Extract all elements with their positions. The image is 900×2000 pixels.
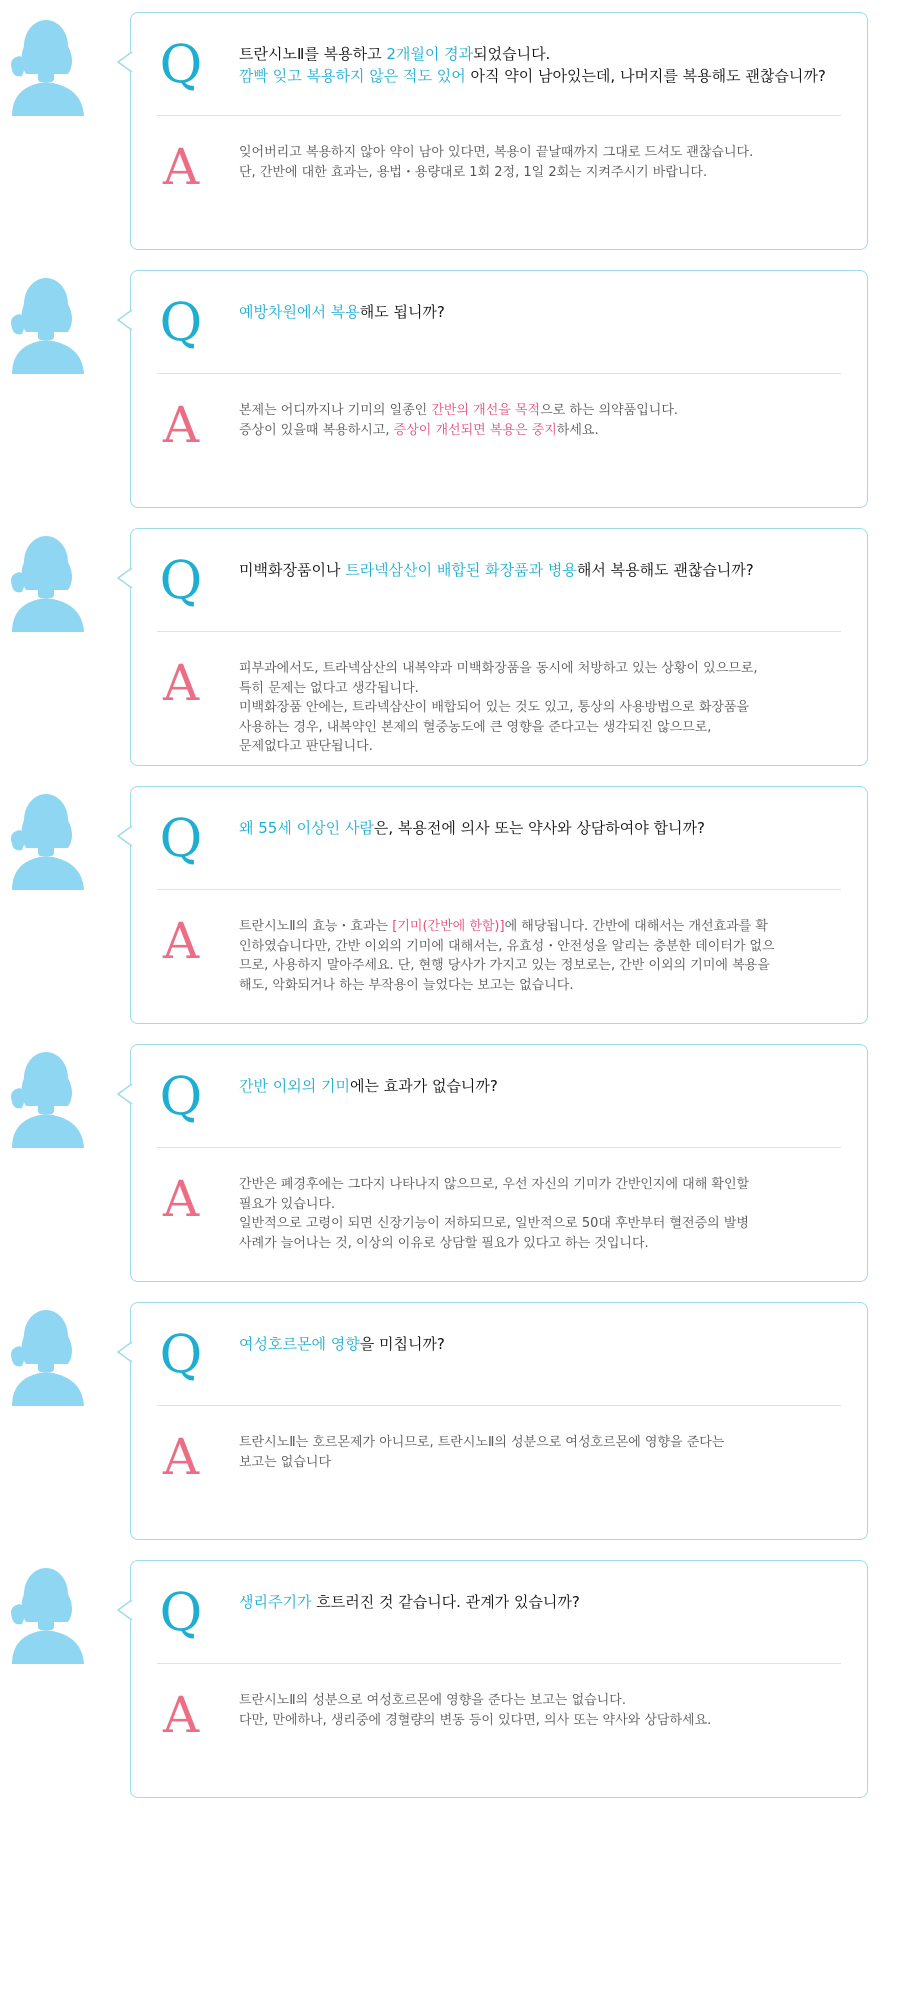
faq-item [0, 1302, 900, 1542]
highlighted-text: 간반의 개선을 목적 [431, 403, 541, 418]
text-segment: 은, 복용전에 의사 또는 약사와 상담하여야 합니까? [373, 819, 705, 837]
text-segment: 에 해당됩니다. 간반에 대해서는 개선효과를 확 [504, 919, 768, 934]
text-segment: 아직 약이 남아있는데, 나머지를 복용해도 괜찮습니까? [465, 67, 826, 85]
divider [157, 631, 841, 632]
text-segment: 해도 됩니까? [359, 303, 445, 321]
answer-text [239, 401, 851, 440]
answer-text [239, 659, 851, 757]
answer-text [239, 1433, 851, 1472]
text-segment: 트란시노Ⅱ의 성분으로 여성호르몬에 영향을 준다는 보고는 없습니다. [239, 1693, 626, 1708]
text-segment: 단, 간반에 대한 효과는, 용법・용량대로 1회 2정, 1일 2회는 지켜주시기 바랍니다. [239, 164, 708, 180]
woman-silhouette-icon [6, 12, 92, 116]
woman-silhouette-icon [6, 270, 92, 374]
text-segment: 미백화장품이나 [239, 561, 346, 579]
bubble-tail [117, 1341, 133, 1363]
answer-mark: A [162, 1686, 200, 1744]
bubble-tail [117, 1083, 133, 1105]
question-mark: Q [159, 1067, 203, 1127]
text-segment: 트란시노Ⅱ를 복용하고 [239, 45, 387, 63]
answer-mark: A [162, 1170, 200, 1228]
text-segment: 미백화장품 안에는, 트라넥삼산이 배합되어 있는 것도 있고, 통상의 사용방법으로 화장품을 [239, 700, 750, 715]
answer-mark: A [162, 654, 200, 712]
qa-bubble [130, 1302, 868, 1540]
text-segment: 증상이 있을때 복용하시고, [239, 422, 394, 438]
text-segment: 인하였습니다만, 간반 이외의 기미에 대해서는, 유효성・안전성을 알리는 충분한 데이터가 없으 [239, 938, 775, 954]
question-text [239, 1075, 855, 1097]
question-mark: Q [159, 551, 203, 611]
divider [157, 115, 841, 116]
text-segment: 에는 효과가 없습니까? [349, 1077, 498, 1095]
answer-mark: A [162, 912, 200, 970]
woman-silhouette-icon [6, 1044, 92, 1148]
text-segment: 본제는 어디까지나 기미의 일종인 [239, 403, 432, 418]
faq-item [0, 1044, 900, 1284]
answer-text [239, 143, 851, 182]
question-mark: Q [159, 35, 203, 95]
question-mark: Q [159, 1583, 203, 1643]
text-segment: 트란시노Ⅱ는 호르몬제가 아니므로, 트란시노Ⅱ의 성분으로 여성호르몬에 영향을 준다는 [239, 1435, 725, 1450]
highlighted-text: 증상이 개선되면 복용은 중지 [393, 422, 557, 438]
text-segment: 므로, 사용하지 말아주세요. 단, 현행 당사가 가지고 있는 정보로는, 간반 이외의 기미에 복용을 [239, 958, 770, 973]
text-segment: 피부과에서도, 트라넥삼산의 내복약과 미백화장품을 동시에 처방하고 있는 상황이 있으므로, [239, 661, 758, 676]
question-mark: Q [159, 809, 203, 869]
question-text [239, 559, 855, 581]
text-segment: 일반적으로 고령이 되면 신장기능이 저하되므로, 일반적으로 50대 후반부터 혈전증의 발병 [239, 1216, 749, 1231]
question-mark: Q [159, 293, 203, 353]
text-segment: 트란시노Ⅱ의 효능・효과는 [239, 919, 393, 934]
text-segment: 필요가 있습니다. [239, 1196, 336, 1212]
faq-item [0, 12, 900, 252]
text-segment: 흐트러진 것 같습니다. 관계가 있습니까? [311, 1593, 580, 1611]
divider [157, 373, 841, 374]
highlighted-text: 왜 55세 이상인 사람 [239, 819, 374, 837]
text-segment: 사례가 늘어나는 것, 이상의 이유로 상담할 필요가 있다고 하는 것입니다. [239, 1235, 649, 1251]
text-segment: 보고는 없습니다 [239, 1454, 332, 1470]
divider [157, 1147, 841, 1148]
text-segment: 되었습니다. [473, 45, 551, 63]
bubble-tail [117, 51, 133, 73]
highlighted-text: 깜빡 잊고 복용하지 않은 적도 있어 [239, 67, 466, 85]
highlighted-text: 트라넥삼산이 배합된 화장품과 병용 [345, 561, 577, 579]
text-segment: 해서 복용해도 괜찮습니까? [576, 561, 754, 579]
question-text [239, 301, 855, 323]
qa-bubble [130, 12, 868, 250]
faq-item [0, 786, 900, 1026]
divider [157, 1405, 841, 1406]
answer-text [239, 917, 851, 995]
qa-bubble [130, 528, 868, 766]
text-segment: 을 미칩니까? [359, 1335, 445, 1353]
answer-mark: A [162, 1428, 200, 1486]
bubble-tail [117, 825, 133, 847]
answer-mark: A [162, 138, 200, 196]
woman-silhouette-icon [6, 786, 92, 890]
highlighted-text: 2개월이 경과 [386, 45, 474, 63]
text-segment: 특히 문제는 없다고 생각됩니다. [239, 680, 419, 696]
question-mark: Q [159, 1325, 203, 1385]
woman-silhouette-icon [6, 1560, 92, 1664]
highlighted-text: 간반 이외의 기미 [239, 1077, 350, 1095]
highlighted-text: 여성호르몬에 영향 [239, 1335, 360, 1353]
answer-mark: A [162, 396, 200, 454]
bubble-tail [117, 309, 133, 331]
question-text [239, 43, 855, 87]
woman-silhouette-icon [6, 528, 92, 632]
text-segment: 간반은 폐경후에는 그다지 나타나지 않으므로, 우선 자신의 기미가 간반인지에 대해 확인할 [239, 1177, 750, 1192]
question-text [239, 1591, 855, 1613]
question-text [239, 817, 855, 839]
faq-item [0, 270, 900, 510]
bubble-tail [117, 567, 133, 589]
faq-item [0, 528, 900, 768]
qa-bubble [130, 786, 868, 1024]
divider [157, 1663, 841, 1664]
text-segment: 으로 하는 의약품입니다. [540, 403, 679, 418]
qa-bubble [130, 1560, 868, 1798]
divider [157, 889, 841, 890]
highlighted-text: [기미(간반에 한함)] [392, 919, 505, 934]
faq-item [0, 1560, 900, 1800]
text-segment: 사용하는 경우, 내복약인 본제의 혈중농도에 큰 영향을 준다고는 생각되진 않으므로, [239, 719, 712, 735]
bubble-tail [117, 1599, 133, 1621]
question-text [239, 1333, 855, 1355]
text-segment: 하세요. [556, 422, 599, 438]
highlighted-text: 생리주기가 [239, 1593, 312, 1611]
answer-text [239, 1691, 851, 1730]
woman-silhouette-icon [6, 1302, 92, 1406]
qa-bubble [130, 270, 868, 508]
highlighted-text: 예방차원에서 복용 [239, 303, 360, 321]
text-segment: 해도, 악화되거나 하는 부작용이 늘었다는 보고는 없습니다. [239, 977, 574, 993]
qa-bubble [130, 1044, 868, 1282]
text-segment: 문제없다고 판단됩니다. [239, 739, 373, 754]
text-segment: 다만, 만에하나, 생리중에 경혈량의 변동 등이 있다면, 의사 또는 약사와 상담하세요. [239, 1712, 712, 1728]
text-segment: 잊어버리고 복용하지 않아 약이 남아 있다면, 복용이 끝날때까지 그대로 드셔도 괜찮습니다. [239, 145, 754, 160]
answer-text [239, 1175, 851, 1253]
